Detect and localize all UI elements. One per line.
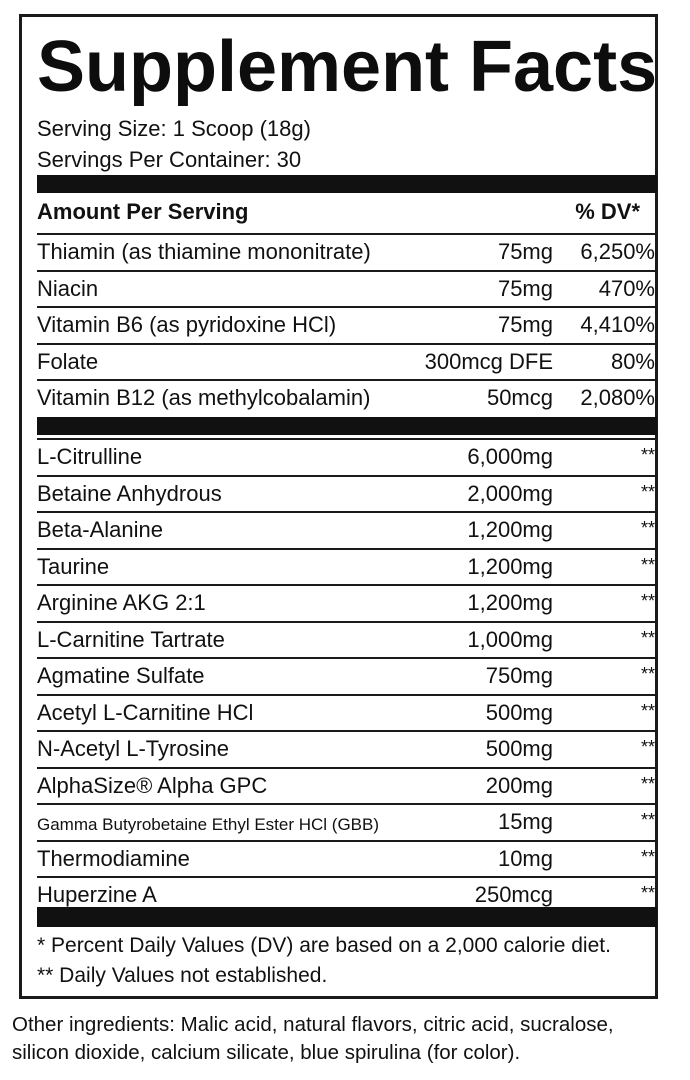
footnote-daily-values: * Percent Daily Values (DV) are based on a 2,000 calorie diet. xyxy=(37,934,611,957)
daily-value-header: % DV* xyxy=(575,199,640,224)
table-row xyxy=(37,475,657,512)
vitamins-table xyxy=(37,233,657,416)
ingredient-daily-value: ** xyxy=(640,737,655,757)
ingredient-name: Vitamin B12 (as methylcobalamin) xyxy=(37,385,371,410)
thick-divider-bottom xyxy=(37,907,657,927)
ingredient-name: Acetyl L-Carnitine HCl xyxy=(37,699,254,725)
table-row xyxy=(37,233,657,270)
ingredient-daily-value: ** xyxy=(640,883,655,903)
table-row xyxy=(37,343,657,380)
ingredient-daily-value: ** xyxy=(640,846,655,867)
ingredient-daily-value: ** xyxy=(640,518,655,538)
ingredient-amount: 500mg xyxy=(485,736,553,761)
table-row xyxy=(37,694,657,731)
panel-title: Supplement Facts xyxy=(37,27,658,107)
ingredient-daily-value: ** xyxy=(640,554,655,575)
ingredient-amount: 750mg xyxy=(485,663,553,688)
table-row xyxy=(37,621,657,658)
table-row xyxy=(37,657,657,694)
ingredient-name: Betaine Anhydrous xyxy=(37,480,222,506)
ingredient-name: N-Acetyl L-Tyrosine xyxy=(37,736,229,761)
table-row xyxy=(37,438,657,475)
ingredient-amount: 200mg xyxy=(485,772,553,798)
ingredient-daily-value: 80% xyxy=(610,348,655,374)
supplement-facts-panel xyxy=(19,14,658,999)
ingredient-daily-value: ** xyxy=(640,664,655,684)
ingredient-name: Gamma Butyrobetaine Ethyl Ester HCl (GBB) xyxy=(37,815,380,834)
table-row xyxy=(37,270,657,307)
table-row xyxy=(37,730,657,767)
ingredient-name: Niacin xyxy=(37,275,99,301)
table-row xyxy=(37,803,657,840)
table-row xyxy=(37,584,657,621)
ingredient-amount: 10mg xyxy=(497,845,553,871)
ingredient-name: L-Citrulline xyxy=(37,444,143,469)
ingredient-amount: 75mg xyxy=(497,275,553,301)
servings-per-container: Servings Per Container: 30 xyxy=(37,147,302,172)
ingredient-amount: 250mcg xyxy=(474,882,553,907)
ingredient-daily-value: 2,080% xyxy=(580,385,655,410)
ingredient-amount: 15mg xyxy=(497,809,553,834)
table-row xyxy=(37,548,657,585)
thick-divider-middle xyxy=(37,417,657,435)
ingredient-daily-value: 6,250% xyxy=(580,239,655,264)
ingredient-amount: 1,200mg xyxy=(467,517,553,542)
ingredient-amount: 75mg xyxy=(497,312,553,337)
amount-per-serving-header: Amount Per Serving xyxy=(37,199,249,224)
serving-size: Serving Size: 1 Scoop (18g) xyxy=(37,116,311,141)
ingredient-name: AlphaSize® Alpha GPC xyxy=(37,772,268,798)
ingredient-amount: 1,000mg xyxy=(467,626,553,652)
other-ingredients-line-2: silicon dioxide, calcium silicate, blue spirulina (for color). xyxy=(12,1041,521,1064)
ingredient-amount: 300mcg DFE xyxy=(424,348,553,374)
ingredient-name: Taurine xyxy=(37,553,110,579)
ingredient-daily-value: 470% xyxy=(598,275,655,301)
thick-divider-top xyxy=(37,175,657,193)
ingredient-amount: 1,200mg xyxy=(467,590,553,615)
ingredient-name: Arginine AKG 2:1 xyxy=(37,590,206,615)
ingredient-daily-value: 4,410% xyxy=(580,312,655,337)
ingredient-daily-value: ** xyxy=(640,700,655,721)
ingredient-amount: 75mg xyxy=(497,239,553,264)
ingredient-daily-value: ** xyxy=(640,445,655,465)
footnote-not-established: ** Daily Values not established. xyxy=(37,964,328,987)
table-row xyxy=(37,379,657,416)
ingredient-amount: 6,000mg xyxy=(467,444,553,469)
table-row xyxy=(37,306,657,343)
ingredient-daily-value: ** xyxy=(640,810,655,830)
ingredient-daily-value: ** xyxy=(640,773,655,794)
ingredient-name: Agmatine Sulfate xyxy=(37,663,205,688)
ingredient-daily-value: ** xyxy=(640,481,655,502)
ingredient-name: Folate xyxy=(37,348,99,374)
ingredient-name: Thermodiamine xyxy=(37,845,190,871)
ingredients-table xyxy=(37,438,657,913)
table-row xyxy=(37,511,657,548)
table-row xyxy=(37,767,657,804)
ingredient-name: Huperzine A xyxy=(37,882,157,907)
ingredient-name: Vitamin B6 (as pyridoxine HCl) xyxy=(37,312,337,337)
table-row xyxy=(37,840,657,877)
ingredient-daily-value: ** xyxy=(640,591,655,611)
ingredient-name: L-Carnitine Tartrate xyxy=(37,626,225,652)
ingredient-amount: 50mcg xyxy=(486,385,553,410)
ingredient-daily-value: ** xyxy=(640,627,655,648)
other-ingredients-line-1: Other ingredients: Malic acid, natural flavors, citric acid, sucralose, xyxy=(12,1013,614,1036)
ingredient-amount: 1,200mg xyxy=(467,553,553,579)
ingredient-name: Thiamin (as thiamine mononitrate) xyxy=(37,239,371,264)
ingredient-amount: 2,000mg xyxy=(467,480,553,506)
ingredient-name: Beta-Alanine xyxy=(37,517,163,542)
ingredient-amount: 500mg xyxy=(485,699,553,725)
